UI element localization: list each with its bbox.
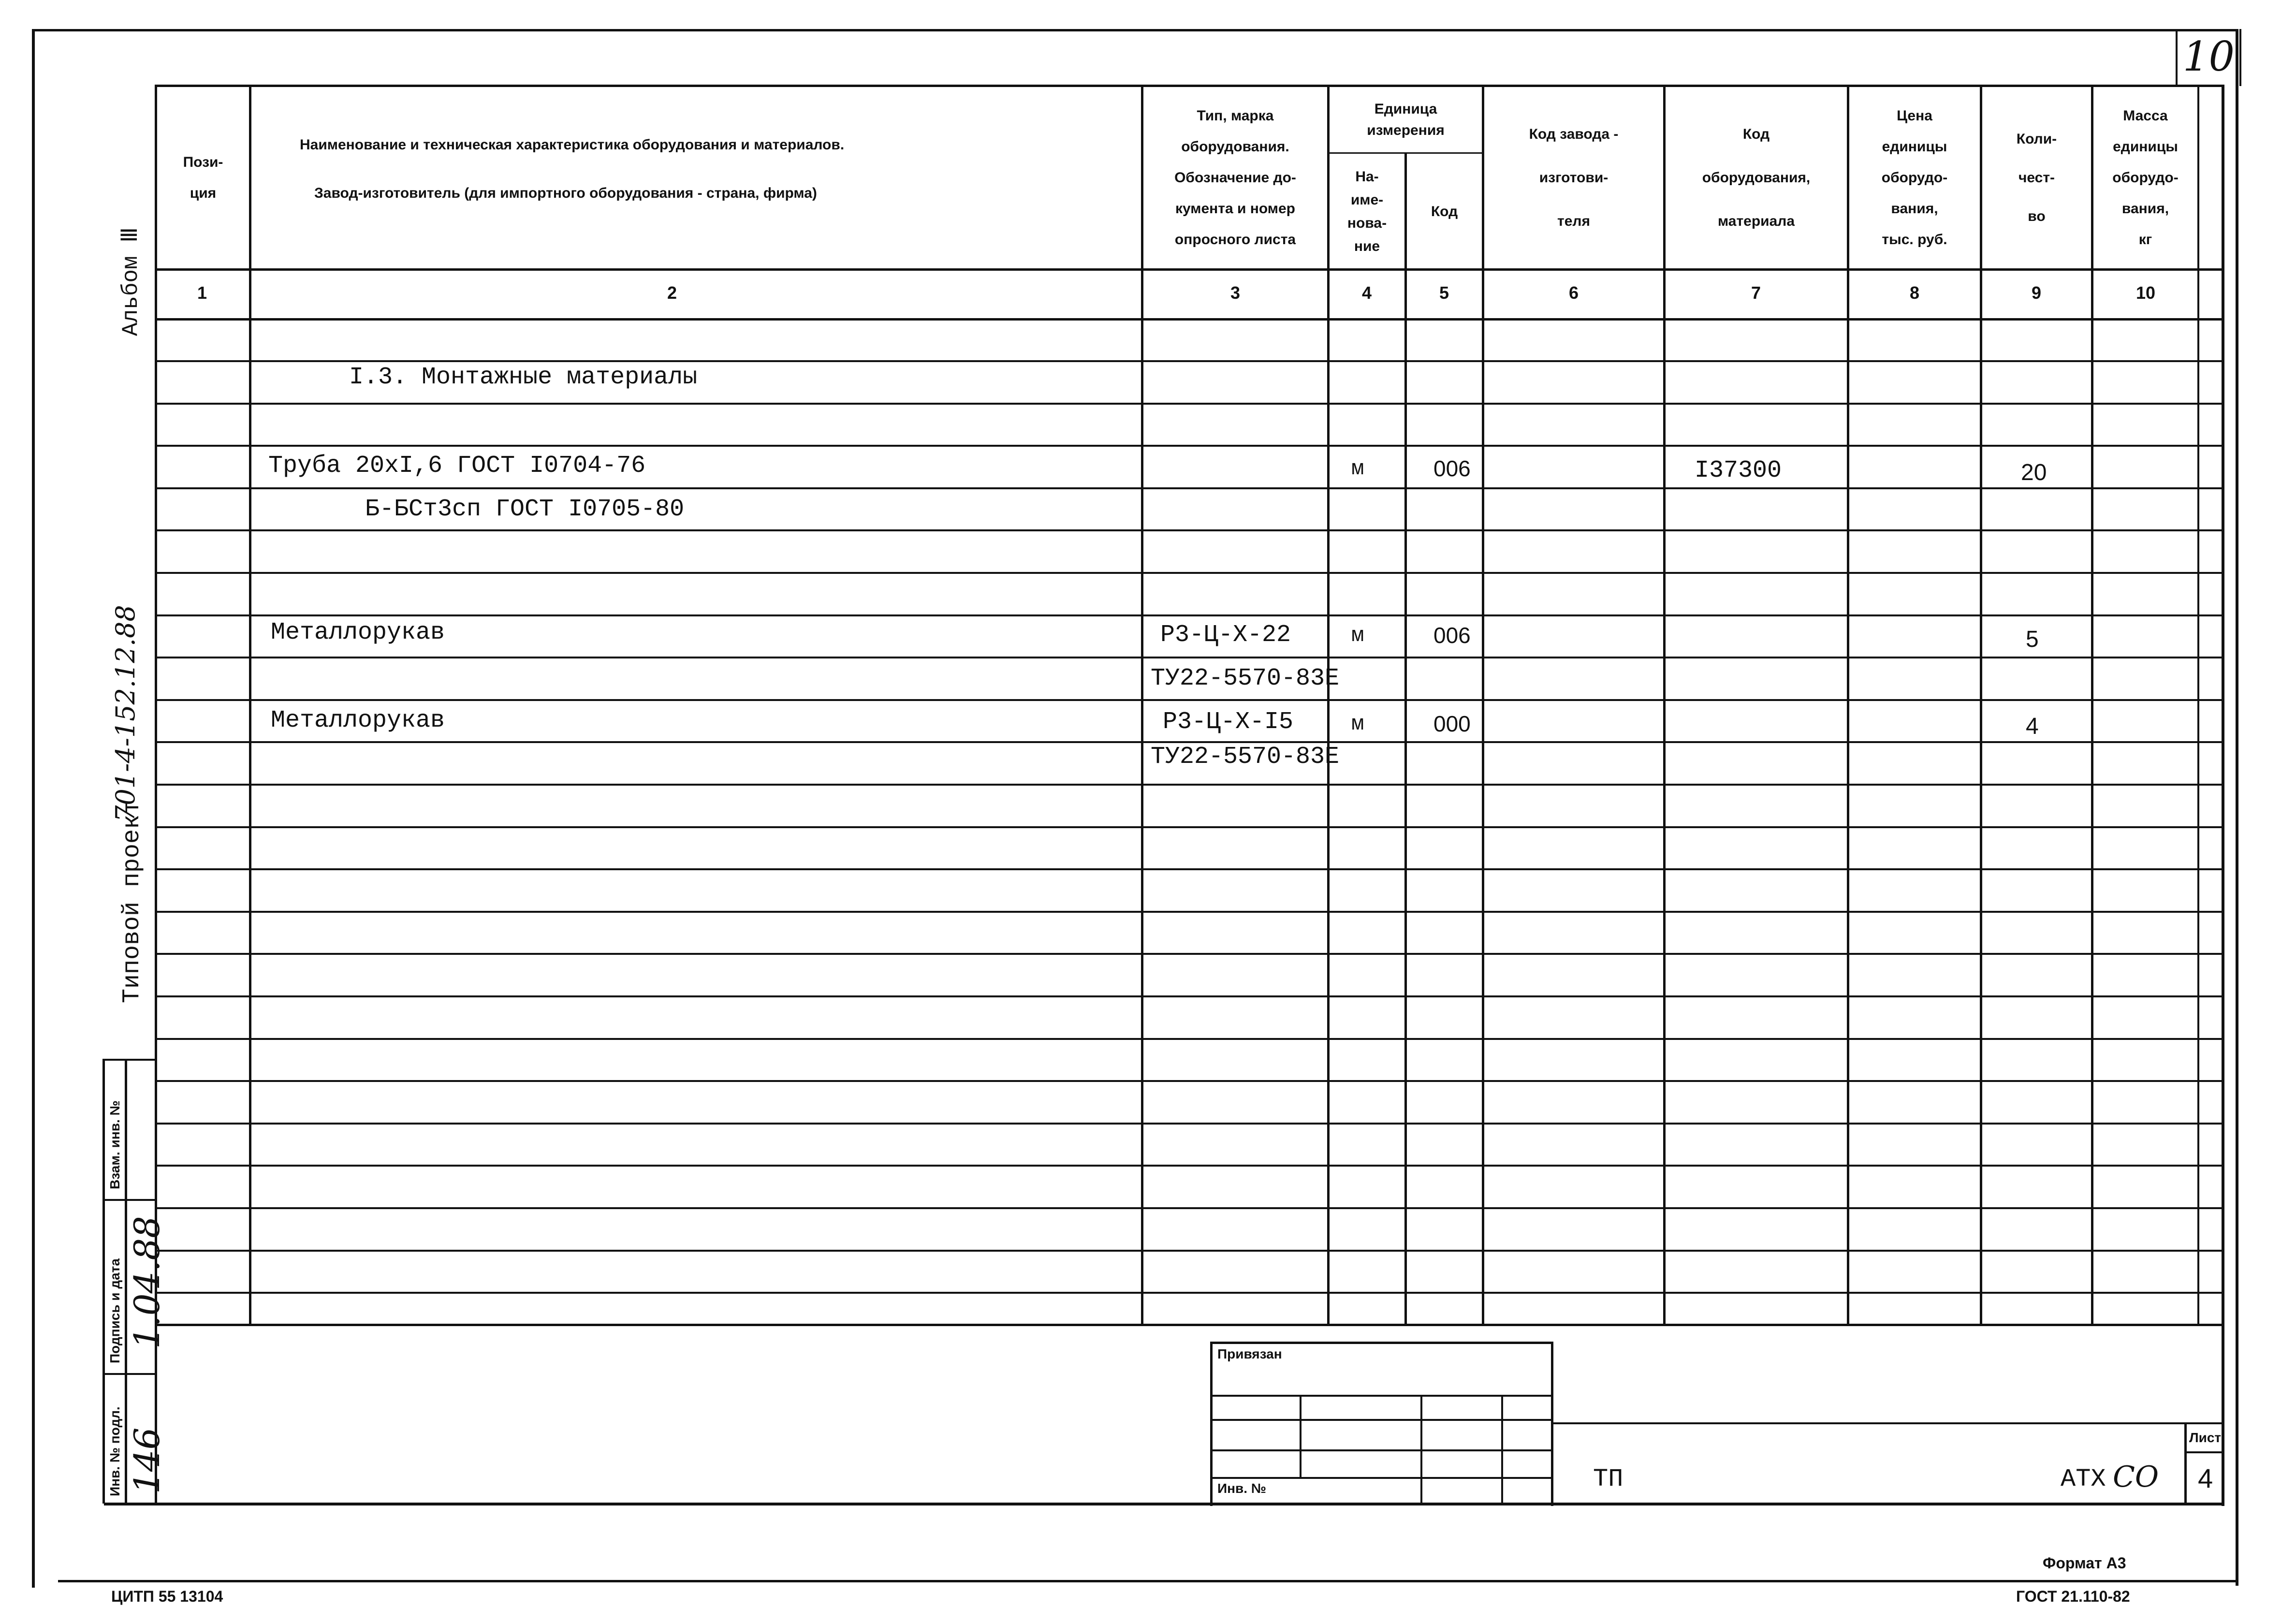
outer-frame-bottom xyxy=(58,1580,2238,1582)
item-1-unit-code: 006 xyxy=(1433,456,1471,481)
header-unit-mass: Масса единицы оборудо- вания, кг xyxy=(2112,107,2179,248)
item-1-unit: м xyxy=(1351,457,1364,481)
table-row-line xyxy=(155,529,2224,531)
header-type: Тип, марка оборудования. Обозначение до- кумента и номер опросного листа xyxy=(1174,107,1296,248)
item-3-quantity: 4 xyxy=(2026,714,2039,739)
stamp-inv-label: Инв. № xyxy=(1217,1481,1267,1496)
col-divider-3 xyxy=(1327,85,1330,1325)
header-unit-price: Цена единицы оборудо- вания, тыс. руб. xyxy=(1881,107,1948,248)
header-name-line2: Завод-изготовитель (для импортного оборудования - страна, фирма) xyxy=(314,185,817,201)
album-label: Альбом Ⅲ xyxy=(118,227,144,336)
table-row-line xyxy=(155,826,2224,828)
outer-frame-right xyxy=(2236,29,2238,1586)
col-divider-2 xyxy=(1141,85,1143,1325)
approval-col-left xyxy=(102,1059,105,1504)
inv-value: 146 xyxy=(127,1427,167,1494)
item-3-unit: м xyxy=(1351,712,1364,736)
approval-divider-1 xyxy=(102,1199,156,1201)
col-number-4: 4 xyxy=(1361,283,1372,303)
table-row-line xyxy=(155,1080,2224,1082)
header-unit-group: Единица измерения xyxy=(1367,101,1445,138)
col-divider-8 xyxy=(1980,85,1982,1325)
item-3-unit-code: 000 xyxy=(1433,711,1471,736)
privyazan-label: Привязан xyxy=(1217,1346,1282,1361)
col-number-6: 6 xyxy=(1568,283,1579,303)
table-bottom-line xyxy=(155,1324,2224,1326)
item-1-material-code: I37300 xyxy=(1695,457,1782,484)
format-label: Формат А3 xyxy=(2043,1554,2126,1572)
sign-date-label: Подпись и дата xyxy=(107,1258,122,1363)
header-quantity: Коли- чест- во xyxy=(2016,131,2057,224)
col-number-3: 3 xyxy=(1230,283,1241,303)
table-row-line xyxy=(155,572,2224,574)
item-2-name: Металлорукав xyxy=(271,619,445,646)
header-name-line1: Наименование и техническая характеристика оборудования и материалов. xyxy=(300,137,845,153)
table-row-line xyxy=(155,911,2224,913)
titleblock-top xyxy=(1553,1422,2224,1424)
item-2-unit-code: 006 xyxy=(1433,623,1471,648)
vzam-inv-label: Взам. инв. № xyxy=(107,1100,122,1189)
sheet-box-left xyxy=(2176,29,2178,86)
item-1-name: Труба 20хI,6 ГОСТ I0704-76 xyxy=(268,452,646,480)
table-row-line xyxy=(155,1123,2224,1125)
col-number-8: 8 xyxy=(1909,283,1920,303)
table-row-line xyxy=(155,403,2224,405)
inner-frame-bottom xyxy=(104,1503,2224,1505)
header-position: Пози- ция xyxy=(183,154,223,201)
header-factory-code: Код завода - изготови- теля xyxy=(1529,126,1619,229)
table-row-line xyxy=(155,868,2224,870)
tp-label: ТП xyxy=(1593,1465,1623,1493)
table-row-line xyxy=(155,1207,2224,1209)
stamp-col-2 xyxy=(1420,1395,1422,1505)
col-number-5: 5 xyxy=(1439,283,1449,303)
approval-divider-2 xyxy=(102,1373,156,1375)
atx-handwritten: СО xyxy=(2113,1460,2159,1494)
item-3-name: Металлорукав xyxy=(271,707,445,734)
stamp-left xyxy=(1210,1342,1213,1506)
table-row-line xyxy=(155,487,2224,489)
item-3-type-2: ТУ22-5570-83Е xyxy=(1151,743,1340,771)
col-divider-10 xyxy=(2197,85,2199,1325)
stamp-col-3 xyxy=(1501,1395,1503,1505)
project-code: 701-4-152.12.88 xyxy=(110,605,141,822)
project-label: Типовой проект xyxy=(118,800,146,1003)
stamp-top xyxy=(1210,1342,1553,1344)
col-divider-7 xyxy=(1847,85,1849,1325)
sheet-number: 10 xyxy=(2183,33,2235,80)
table-row-line xyxy=(155,614,2224,616)
colnum-bottom-line xyxy=(155,318,2224,321)
item-3-type: Р3-Ц-Х-I5 xyxy=(1163,708,1294,736)
item-2-quantity: 5 xyxy=(2026,627,2039,652)
table-row-line xyxy=(155,1292,2224,1294)
col-number-10: 10 xyxy=(2135,283,2156,303)
table-row-line xyxy=(155,657,2224,658)
footer-left-code: ЦИТП 55 13104 xyxy=(111,1588,223,1605)
header-material-code: Код оборудования, материала xyxy=(1702,126,1811,229)
outer-frame-left xyxy=(32,31,35,1588)
footer-right-code: ГОСТ 21.110-82 xyxy=(2016,1588,2130,1605)
item-2-unit: м xyxy=(1351,624,1364,648)
table-row-line xyxy=(155,1165,2224,1167)
table-row-line xyxy=(155,445,2224,447)
sheet-box-right xyxy=(2239,29,2241,86)
col-divider-4 xyxy=(1404,152,1407,1325)
item-2-type-2: ТУ22-5570-83Е xyxy=(1151,665,1340,692)
header-bottom-line xyxy=(155,268,2224,271)
inv-podl-label: Инв. № подл. xyxy=(107,1406,122,1496)
table-row-line xyxy=(155,995,2224,997)
approval-top-line xyxy=(102,1059,156,1061)
col-divider-6 xyxy=(1663,85,1666,1325)
col-divider-1 xyxy=(249,85,251,1325)
col-divider-5 xyxy=(1482,85,1484,1325)
col-number-7: 7 xyxy=(1751,283,1761,303)
table-row-line xyxy=(155,360,2224,362)
unit-group-line xyxy=(1327,152,1482,154)
item-2-type: Р3-Ц-Х-22 xyxy=(1160,621,1291,649)
sign-value: 1.04.88 xyxy=(127,1216,167,1349)
section-title: I.3. Монтажные материалы xyxy=(349,364,698,391)
stamp-col-1 xyxy=(1300,1395,1302,1477)
col-divider-9 xyxy=(2091,85,2093,1325)
list-box-left xyxy=(2184,1422,2187,1505)
col-number-2: 2 xyxy=(667,283,677,303)
col-number-9: 9 xyxy=(2031,283,2042,303)
header-unit-code: Код xyxy=(1431,203,1458,219)
outer-frame-top xyxy=(32,29,2238,31)
item-1-name-2: Б-БСт3сп ГОСТ I0705-80 xyxy=(365,496,685,523)
list-number: 4 xyxy=(2198,1463,2213,1493)
atx-code: АТХ xyxy=(2061,1465,2106,1493)
table-row-line xyxy=(155,699,2224,701)
header-unit-name: На- име- нова- ние xyxy=(1347,168,1387,254)
table-row-line xyxy=(155,784,2224,786)
list-label: Лист xyxy=(2189,1430,2222,1445)
table-row-line xyxy=(155,953,2224,955)
item-1-quantity: 20 xyxy=(2021,460,2047,485)
table-row-line xyxy=(155,1038,2224,1040)
list-box-mid xyxy=(2184,1451,2223,1453)
table-row-line xyxy=(155,1250,2224,1252)
col-number-1: 1 xyxy=(197,283,207,303)
